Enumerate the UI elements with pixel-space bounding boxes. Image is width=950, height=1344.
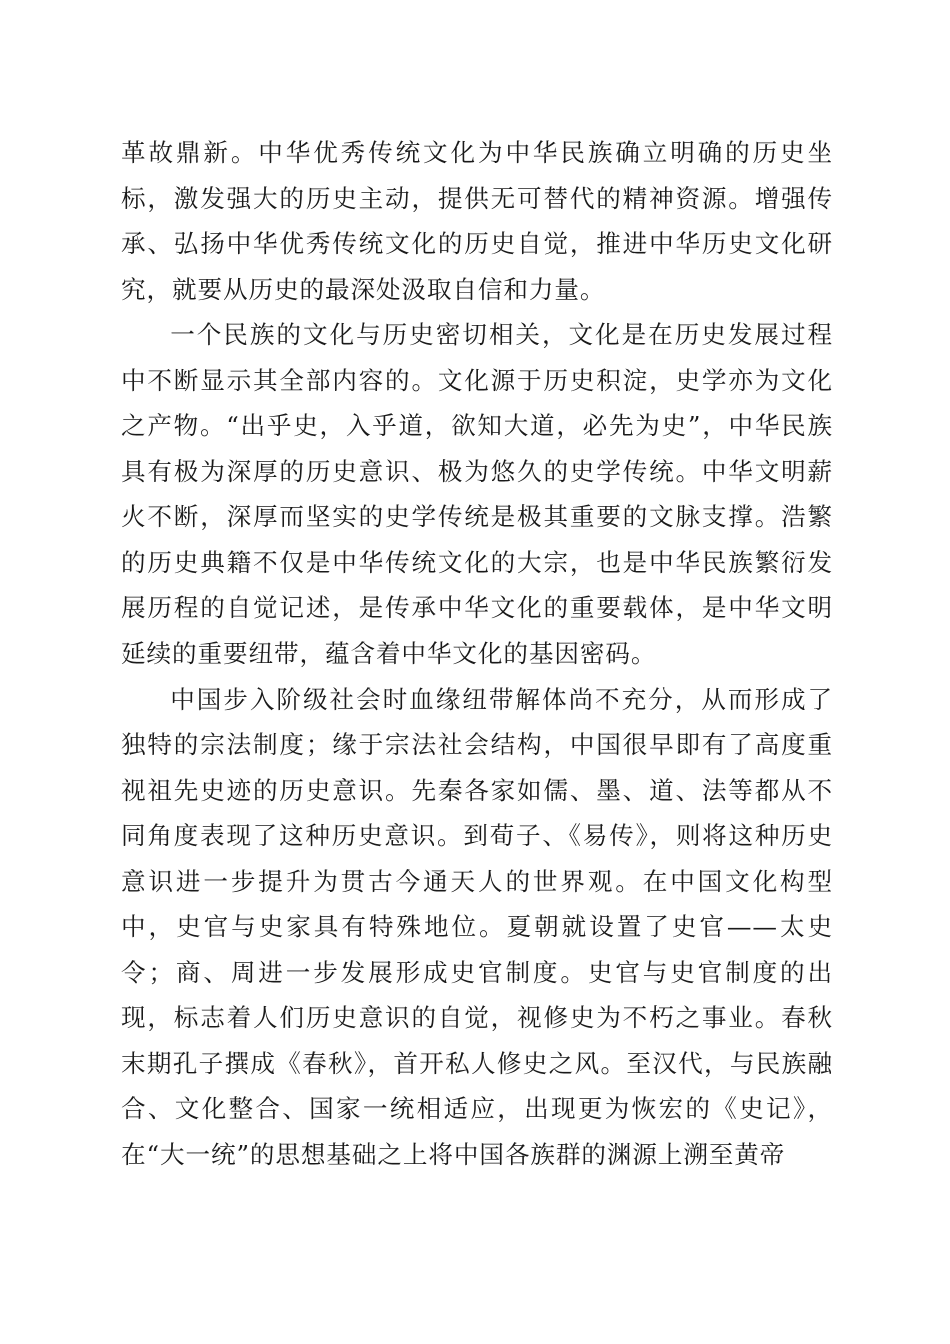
paragraph-1: 革故鼎新。中华优秀传统文化为中华民族确立明确的历史坐标，激发强大的历史主动，提供无可替代的精神资源。增强传承、弘扬中华优秀传统文化的历史自觉，推进中华历史文化研究，就要从历史的最深处汲取自信和力量。 xyxy=(121,138,833,304)
paragraph-3: 中国步入阶级社会时血缘纽带解体尚不充分，从而形成了独特的宗法制度；缘于宗法社会结构，中国很早即有了高度重视祖先史迹的历史意识。先秦各家如儒、墨、道、法等都从不同角度表现了这种历史意识。到荀子、《易传》，则将这种历史意识进一步提升为贯古今通天人的世界观。在中国文化构型中，史官与史家具有特殊地位。夏朝就设置了史官——太史令；商、周进一步发展形成史官制度。史官与史官制度的出现，标志着人们历史意识的自觉，视修史为不朽之事业。春秋末期孔子撰成《春秋》，首开私人修史之风。至汉代，与民族融合、文化整合、国家一统相适应，出现更为恢宏的《史记》，在“大一统”的思想基础之上将中国各族群的渊源上溯至黄帝 xyxy=(121,684,833,1170)
body-text xyxy=(121,130,833,1178)
paragraph-2: 一个民族的文化与历史密切相关，文化是在历史发展过程中不断显示其全部内容的。文化源于历史积淀，史学亦为文化之产物。“出乎史，入乎道，欲知大道，必先为史”，中华民族具有极为深厚的历史意识、极为悠久的史学传统。中华文明薪火不断，深厚而坚实的史学传统是极其重要的文脉支撑。浩繁的历史典籍不仅是中华传统文化的大宗，也是中华民族繁衍发展历程的自觉记述，是传承中华文化的重要载体，是中华文明延续的重要纽带，蕴含着中华文化的基因密码。 xyxy=(121,320,833,669)
